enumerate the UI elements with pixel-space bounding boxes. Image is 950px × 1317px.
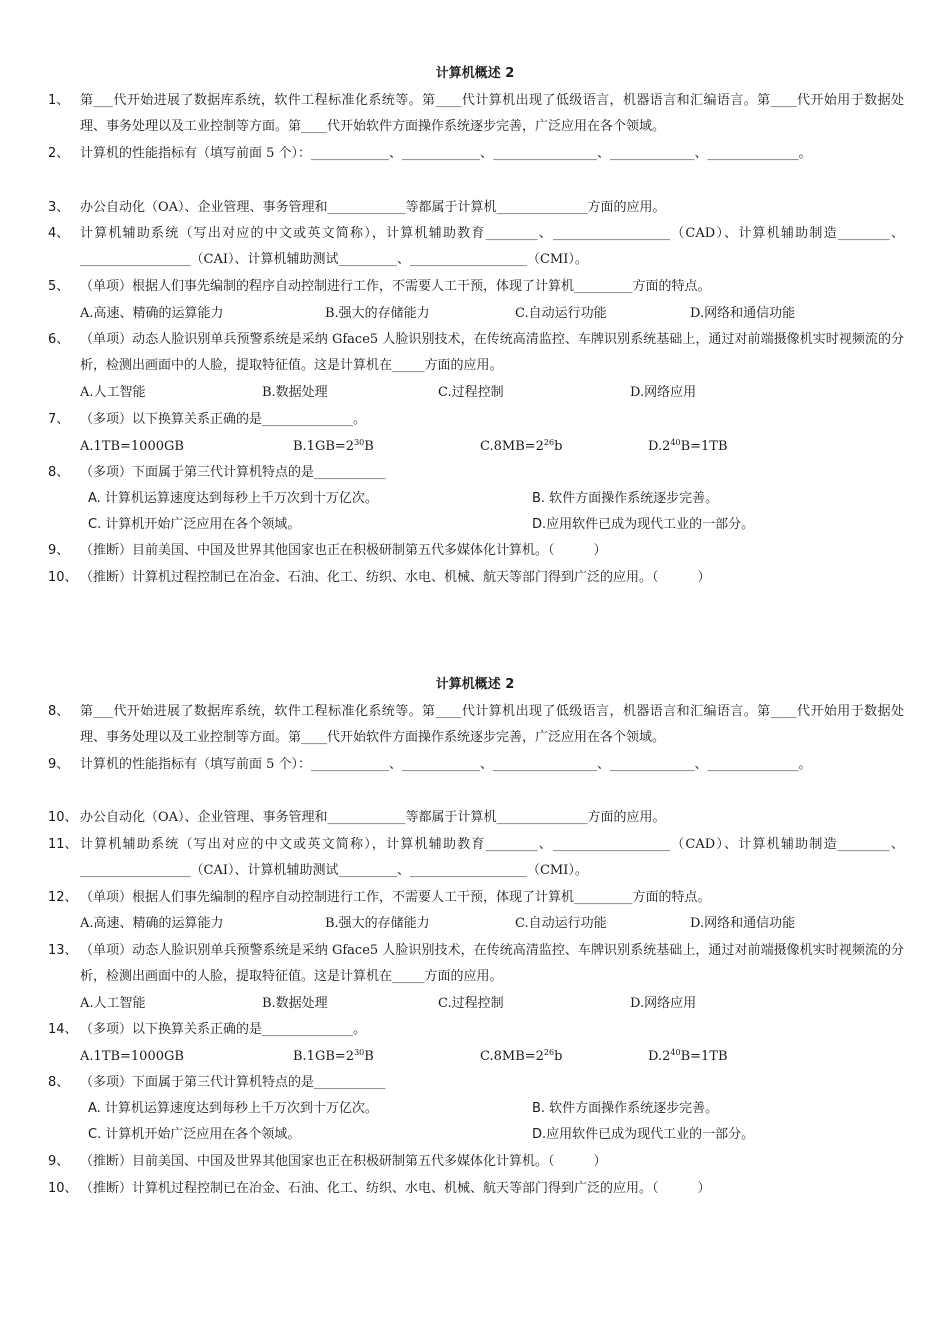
- option-a: A.人工智能: [80, 385, 146, 400]
- question-number: 6、: [48, 332, 70, 347]
- option-b: B. 软件方面操作系统逐步完善。: [532, 1101, 719, 1116]
- options-row: [0, 1096, 950, 1122]
- question-number: 12、: [48, 890, 78, 905]
- question-text: 计算机的性能指标有（填写前面 5 个）：____________、____________、________________、_____________、______________。: [80, 757, 812, 772]
- question-number: 11、: [48, 837, 78, 852]
- options-row: [0, 512, 950, 538]
- question-number: 3、: [48, 200, 70, 215]
- option-c: C.过程控制: [438, 385, 504, 400]
- question-text: （多项）以下换算关系正确的是______________。: [80, 1022, 367, 1037]
- section-title: 计算机概述 2: [435, 66, 515, 81]
- question-text: （多项）以下换算关系正确的是______________。: [80, 412, 367, 427]
- question-number: 4、: [48, 226, 70, 241]
- options-row: [0, 486, 950, 512]
- option-d: D.网络和通信功能: [690, 916, 796, 931]
- question-text: （推断）计算机过程控制已在冶金、石油、化工、纺织、水电、机械、航天等部门得到广泛的应用。（ ）: [80, 570, 711, 585]
- question-number: 9、: [48, 543, 70, 558]
- question-text: （多项）下面属于第三代计算机特点的是___________: [80, 465, 386, 480]
- options-row: [0, 434, 950, 460]
- question-text: （单项）根据人们事先编制的程序自动控制进行工作，不需要人工干预，体现了计算机_________方面的特点。: [80, 890, 711, 905]
- option-d: D.应用软件已成为现代工业的一部分。: [532, 517, 755, 532]
- option-a: A. 计算机运算速度达到每秒上千万次到十万亿次。: [88, 1101, 378, 1116]
- option-c: C. 计算机开始广泛应用在各个领域。: [88, 517, 301, 532]
- option-b: $B.1GB=2^{30}B$: [293, 1048, 374, 1064]
- option-b: B.强大的存储能力: [325, 916, 430, 931]
- option-c: C.自动运行功能: [515, 306, 607, 321]
- section-title: 计算机概述 2: [435, 677, 515, 692]
- option-d: D.网络应用: [630, 385, 697, 400]
- question-text: 第___代开始进展了数据库系统，软件工程标准化系统等。第____代计算机出现了低级语言，机器语言和汇编语言。第____代开始用于数据处理、事务处理以及工业控制等方面。第____代开始软件方面操作系统逐步完善，广泛应用在各个领域。: [80, 93, 904, 134]
- question-text: （推断）计算机过程控制已在冶金、石油、化工、纺织、水电、机械、航天等部门得到广泛的应用。（ ）: [80, 1181, 711, 1196]
- question-number: 2、: [48, 146, 70, 161]
- question-number: 14、: [48, 1022, 78, 1037]
- option-b: B.强大的存储能力: [325, 306, 430, 321]
- question-number: 10、: [48, 810, 78, 825]
- option-d: D.网络应用: [630, 996, 697, 1011]
- question-text: （单项）动态人脸识别单兵预警系统是采纳 Gface5 人脸识别技术，在传统高清监控、车牌识别系统基础上，通过对前端摄像机实时视频流的分析，检测出画面中的人脸，提取特征值。这是计算机在_____方面的应用。: [80, 332, 904, 373]
- options-row: [0, 301, 950, 327]
- option-b: B.数据处理: [262, 385, 328, 400]
- question-number: 8、: [48, 1075, 70, 1090]
- question-number: 10、: [48, 570, 78, 585]
- option-d: D.网络和通信功能: [690, 306, 796, 321]
- question-text: 第___代开始进展了数据库系统，软件工程标准化系统等。第____代计算机出现了低级语言，机器语言和汇编语言。第____代开始用于数据处理、事务处理以及工业控制等方面。第____代开始软件方面操作系统逐步完善，广泛应用在各个领域。: [80, 704, 904, 745]
- option-a: A.人工智能: [80, 996, 146, 1011]
- question-text: （推断）目前美国、中国及世界其他国家也正在积极研制第五代多媒体化计算机。（ ）: [80, 1154, 607, 1169]
- options-row: [0, 1122, 950, 1148]
- question-number: 10、: [48, 1181, 78, 1196]
- question-number: 5、: [48, 279, 70, 294]
- options-row: [0, 1044, 950, 1070]
- question-text: 办公自动化（OA）、企业管理、事务管理和____________等都属于计算机______________方面的应用。: [80, 810, 666, 825]
- option-d: D.应用软件已成为现代工业的一部分。: [532, 1127, 755, 1142]
- question-number: 8、: [48, 465, 70, 480]
- option-c: C. 计算机开始广泛应用在各个领域。: [88, 1127, 301, 1142]
- question-number: 7、: [48, 412, 70, 427]
- question-number: 1、: [48, 93, 70, 108]
- question-text: 办公自动化（OA）、企业管理、事务管理和____________等都属于计算机______________方面的应用。: [80, 200, 666, 215]
- option-a: A.1TB=1000GB: [80, 439, 184, 454]
- option-c: C.过程控制: [438, 996, 504, 1011]
- option-a: A.高速、精确的运算能力: [80, 306, 224, 321]
- options-row: [0, 380, 950, 406]
- question-number: 13、: [48, 943, 78, 958]
- option-a: A. 计算机运算速度达到每秒上千万次到十万亿次。: [88, 491, 378, 506]
- option-c: $C.8MB=2^{26}b$: [480, 438, 563, 454]
- question-text: （推断）目前美国、中国及世界其他国家也正在积极研制第五代多媒体化计算机。（ ）: [80, 543, 607, 558]
- question-text: 计算机辅助系统（写出对应的中文或英文简称），计算机辅助教育________、__________________（CAD）、计算机辅助制造________、_________________（CAI）、计算机辅助测试_________、__________________（CMI）。: [80, 226, 904, 267]
- option-b: B. 软件方面操作系统逐步完善。: [532, 491, 719, 506]
- option-c: $C.8MB=2^{26}b$: [480, 1048, 563, 1064]
- question-text: （单项）根据人们事先编制的程序自动控制进行工作，不需要人工干预，体现了计算机_________方面的特点。: [80, 279, 711, 294]
- option-a: A.高速、精确的运算能力: [80, 916, 224, 931]
- option-b: $B.1GB=2^{30}B$: [293, 438, 374, 454]
- option-d: $D.2^{40}B=1TB$: [648, 1048, 728, 1064]
- question-number: 8、: [48, 704, 70, 719]
- question-number: 9、: [48, 1154, 70, 1169]
- options-row: [0, 991, 950, 1017]
- question-text: 计算机辅助系统（写出对应的中文或英文简称），计算机辅助教育________、__________________（CAD）、计算机辅助制造________、_________________（CAI）、计算机辅助测试_________、__________________（CMI）。: [80, 837, 904, 878]
- question-text: （单项）动态人脸识别单兵预警系统是采纳 Gface5 人脸识别技术，在传统高清监控、车牌识别系统基础上，通过对前端摄像机实时视频流的分析，检测出画面中的人脸，提取特征值。这是计算机在_____方面的应用。: [80, 943, 904, 984]
- option-c: C.自动运行功能: [515, 916, 607, 931]
- question-text: （多项）下面属于第三代计算机特点的是___________: [80, 1075, 386, 1090]
- option-a: A.1TB=1000GB: [80, 1049, 184, 1064]
- options-row: [0, 911, 950, 937]
- question-number: 9、: [48, 757, 70, 772]
- option-b: B.数据处理: [262, 996, 328, 1011]
- question-text: 计算机的性能指标有（填写前面 5 个）：____________、____________、________________、_____________、______________。: [80, 146, 812, 161]
- option-d: $D.2^{40}B=1TB$: [648, 438, 728, 454]
